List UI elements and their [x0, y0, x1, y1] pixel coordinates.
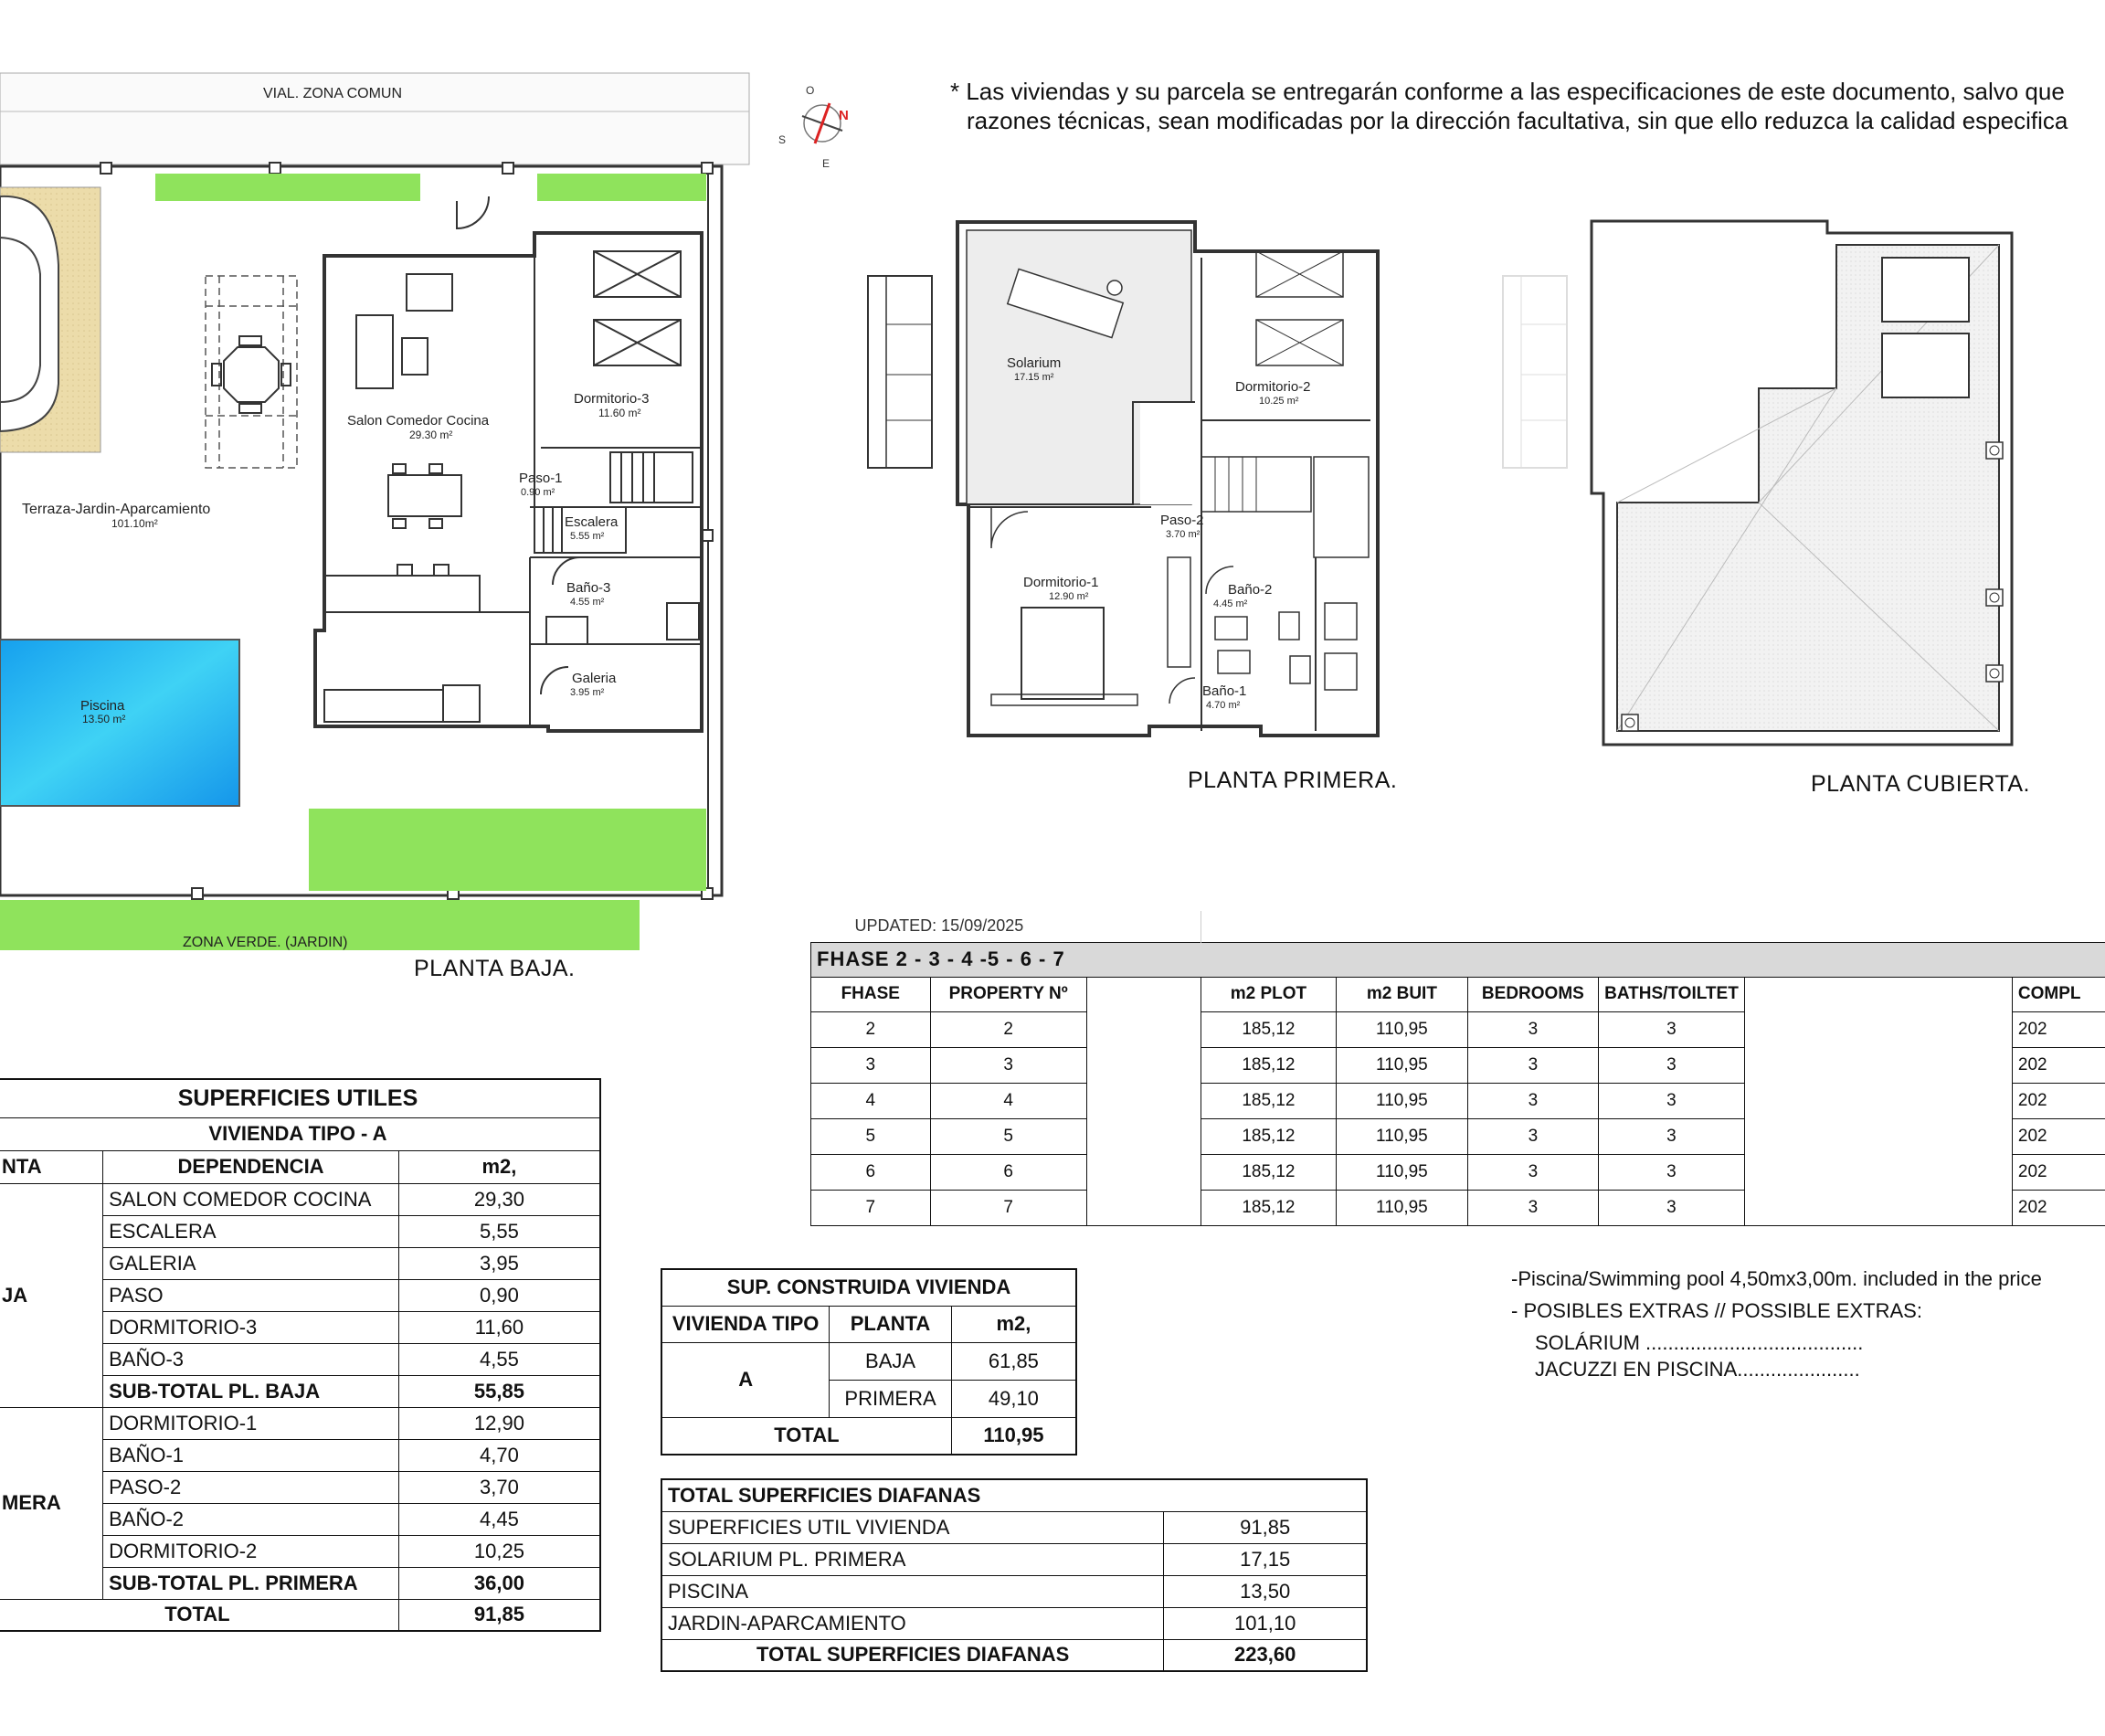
subtotal-primera-value: 36,00	[398, 1567, 600, 1599]
car-icon	[0, 196, 58, 431]
diafanas-label-cell: SOLARIUM PL. PRIMERA	[661, 1543, 1164, 1575]
table-row	[811, 1083, 2105, 1118]
room-piscina-area: 13.50 m²	[82, 713, 126, 725]
dependencia-cell: BAÑO-3	[103, 1343, 399, 1375]
diafanas-label-cell: SUPERFICIES UTIL VIVIENDA	[661, 1511, 1164, 1543]
dependencia-cell: DORMITORIO-1	[103, 1407, 399, 1439]
room-dormitorio1-name: Dormitorio-1	[1023, 575, 1099, 590]
construida-table	[661, 1268, 1077, 1455]
m2-cell: 4,70	[398, 1439, 600, 1471]
m2-cell: 12,90	[398, 1407, 600, 1439]
dependencia-cell: DORMITORIO-3	[103, 1311, 399, 1343]
table-row	[811, 1154, 2105, 1190]
compass-icon	[778, 84, 849, 170]
diafanas-table	[661, 1478, 1368, 1672]
extra-jacuzzi: JACUZZI EN PISCINA......................	[1535, 1358, 1860, 1381]
phase-cell: 3	[811, 1047, 931, 1083]
room-dormitorio3-name: Dormitorio-3	[574, 391, 650, 407]
table-row	[811, 1047, 2105, 1083]
m2-cell: 61,85	[951, 1342, 1076, 1380]
phases-header-baths: BATHS/TOILTET	[1599, 977, 1745, 1011]
property-cell: 3	[930, 1047, 1086, 1083]
construida-header-planta: PLANTA	[830, 1306, 952, 1342]
superficies-title: SUPERFICIES UTILES	[0, 1079, 600, 1117]
diafanas-label-cell: PISCINA	[661, 1575, 1164, 1607]
plot-cell: 185,12	[1201, 1083, 1337, 1118]
room-bano2-name: Baño-2	[1228, 582, 1273, 598]
superficies-subtitle: VIVIENDA TIPO - A	[0, 1117, 600, 1150]
m2-cell: 4,45	[398, 1503, 600, 1535]
table-row	[0, 1407, 600, 1439]
room-salon-name: Salon Comedor Cocina	[347, 413, 490, 429]
dependencia-cell: BAÑO-1	[103, 1439, 399, 1471]
phases-header-fhase: FHASE	[811, 977, 931, 1011]
bedrooms-cell: 3	[1467, 1118, 1598, 1154]
table-row	[661, 1607, 1367, 1639]
room-paso2-name: Paso-2	[1160, 513, 1204, 528]
dependencia-cell: SALON COMEDOR COCINA	[103, 1183, 399, 1215]
diafanas-label-cell: JARDIN-APARCAMIENTO	[661, 1607, 1164, 1639]
bedrooms-cell: 3	[1467, 1154, 1598, 1190]
room-bano3-name: Baño-3	[566, 580, 611, 596]
m2-cell: 11,60	[398, 1311, 600, 1343]
phases-header-compl: COMPL	[2012, 977, 2105, 1011]
room-dormitorio3-area: 11.60 m²	[598, 407, 641, 419]
dependencia-cell: DORMITORIO-2	[103, 1535, 399, 1567]
property-cell: 6	[930, 1154, 1086, 1190]
diafanas-value-cell: 13,50	[1164, 1575, 1367, 1607]
planta-cell: PRIMERA	[830, 1380, 952, 1417]
subtotal-baja-label: SUB-TOTAL PL. BAJA	[103, 1375, 399, 1407]
diafanas-total-value: 223,60	[1164, 1639, 1367, 1671]
bedrooms-cell: 3	[1467, 1047, 1598, 1083]
room-dormitorio1-area: 12.90 m²	[1049, 591, 1089, 602]
room-galeria-area: 3.95 m²	[570, 687, 605, 698]
phase-cell: 5	[811, 1118, 931, 1154]
dependencia-cell: GALERIA	[103, 1247, 399, 1279]
construida-header-m2: m2,	[951, 1306, 1076, 1342]
baths-cell: 3	[1599, 1011, 1745, 1047]
property-cell: 4	[930, 1083, 1086, 1118]
subtotal-baja-value: 55,85	[398, 1375, 600, 1407]
baths-cell: 3	[1599, 1047, 1745, 1083]
construida-header-tipo: VIVIENDA TIPO	[661, 1306, 830, 1342]
construida-total-label: TOTAL	[661, 1417, 951, 1455]
phases-table	[810, 911, 2105, 1226]
diafanas-value-cell: 101,10	[1164, 1607, 1367, 1639]
superficies-header-dependencia: DEPENDENCIA	[103, 1150, 399, 1183]
compl-cell: 202	[2012, 1190, 2105, 1225]
phase-cell: 7	[811, 1190, 931, 1225]
m2-cell: 29,30	[398, 1183, 600, 1215]
dependencia-cell: PASO	[103, 1279, 399, 1311]
table-row	[661, 1575, 1367, 1607]
diafanas-total-label: TOTAL SUPERFICIES DIAFANAS	[661, 1639, 1164, 1671]
room-galeria-name: Galeria	[572, 671, 617, 686]
room-dormitorio2-area: 10.25 m²	[1259, 396, 1299, 407]
extra-solarium: SOLÁRIUM .......................................	[1535, 1331, 1864, 1354]
phases-header-plot: m2 PLOT	[1201, 977, 1337, 1011]
compl-cell: 202	[2012, 1047, 2105, 1083]
built-cell: 110,95	[1337, 1190, 1467, 1225]
phase-cell: 4	[811, 1083, 931, 1118]
baths-cell: 3	[1599, 1154, 1745, 1190]
compass-n: N	[839, 108, 849, 123]
room-piscina-name: Piscina	[80, 698, 125, 714]
first-floor-plan	[868, 222, 1378, 736]
disclaimer-line-1: * Las viviendas y su parcela se entregarán conforme a las especificaciones de este documento, salvo que	[950, 78, 2065, 105]
room-salon-area: 29.30 m²	[409, 429, 453, 441]
phases-header-built: m2 BUIT	[1337, 977, 1467, 1011]
extras-title: - POSIBLES EXTRAS // POSSIBLE EXTRAS:	[1511, 1299, 1922, 1322]
diafanas-title: TOTAL SUPERFICIES DIAFANAS	[661, 1479, 1367, 1511]
table-row	[811, 1118, 2105, 1154]
room-bano3-area: 4.55 m²	[570, 597, 605, 608]
subtotal-primera-label: SUB-TOTAL PL. PRIMERA	[103, 1567, 399, 1599]
room-paso2-area: 3.70 m²	[1166, 529, 1201, 540]
plot-cell: 185,12	[1201, 1154, 1337, 1190]
room-terraza-name: Terraza-Jardin-Aparcamiento	[22, 502, 211, 517]
phases-title: FHASE 2 - 3 - 4 -5 - 6 - 7	[811, 942, 2105, 977]
compass-o: O	[806, 84, 815, 97]
room-terraza-area: 101.10m²	[111, 517, 158, 530]
m2-cell: 5,55	[398, 1215, 600, 1247]
property-cell: 2	[930, 1011, 1086, 1047]
table-row	[811, 1011, 2105, 1047]
compl-cell: 202	[2012, 1011, 2105, 1047]
ground-floor-title: PLANTA BAJA.	[414, 956, 576, 981]
table-row	[0, 1183, 600, 1215]
table-row	[661, 1543, 1367, 1575]
bedrooms-cell: 3	[1467, 1190, 1598, 1225]
m2-cell: 0,90	[398, 1279, 600, 1311]
room-paso1-name: Paso-1	[519, 471, 563, 486]
room-solarium-name: Solarium	[1007, 355, 1062, 371]
baths-cell: 3	[1599, 1190, 1745, 1225]
m2-cell: 10,25	[398, 1535, 600, 1567]
outdoor-table-icon	[212, 336, 291, 413]
room-escalera-name: Escalera	[565, 514, 619, 530]
disclaimer-line-2: razones técnicas, sean modificadas por la dirección facultativa, sin que ello reduzca la calidad especifica	[967, 107, 2068, 134]
room-bano1-area: 4.70 m²	[1206, 700, 1241, 711]
plot-cell: 185,12	[1201, 1011, 1337, 1047]
m2-cell: 3,70	[398, 1471, 600, 1503]
diafanas-value-cell: 17,15	[1164, 1543, 1367, 1575]
room-bano1-name: Baño-1	[1202, 683, 1247, 699]
compl-cell: 202	[2012, 1083, 2105, 1118]
dependencia-cell: ESCALERA	[103, 1215, 399, 1247]
group-primera-label: MERA	[0, 1407, 103, 1599]
dependencia-cell: BAÑO-2	[103, 1503, 399, 1535]
road-label: VIAL. ZONA COMUN	[263, 86, 403, 101]
phases-updated: UPDATED: 15/09/2025	[854, 916, 1024, 936]
plot-cell: 185,12	[1201, 1118, 1337, 1154]
phases-header-property: PROPERTY Nº	[930, 977, 1086, 1011]
room-solarium-area: 17.15 m²	[1014, 372, 1054, 383]
compl-cell: 202	[2012, 1154, 2105, 1190]
built-cell: 110,95	[1337, 1047, 1467, 1083]
built-cell: 110,95	[1337, 1011, 1467, 1047]
roof-plan	[1503, 221, 2012, 745]
superficies-total-label: TOTAL	[0, 1599, 398, 1631]
superficies-total-value: 91,85	[398, 1599, 600, 1631]
superficies-header-m2: m2,	[398, 1150, 600, 1183]
room-dormitorio2-name: Dormitorio-2	[1235, 379, 1311, 395]
built-cell: 110,95	[1337, 1083, 1467, 1118]
phase-cell: 6	[811, 1154, 931, 1190]
built-cell: 110,95	[1337, 1154, 1467, 1190]
baths-cell: 3	[1599, 1118, 1745, 1154]
construida-tipo-value: A	[661, 1342, 830, 1417]
m2-cell: 49,10	[951, 1380, 1076, 1417]
phase-cell: 2	[811, 1011, 931, 1047]
green-zone-label: ZONA VERDE. (JARDIN)	[183, 935, 348, 950]
bedrooms-cell: 3	[1467, 1011, 1598, 1047]
table-row	[661, 1511, 1367, 1543]
construida-title: SUP. CONSTRUIDA VIVIENDA	[661, 1269, 1076, 1306]
compass-s: S	[778, 133, 787, 146]
superficies-utiles-table	[0, 1078, 601, 1632]
table-row	[811, 1190, 2105, 1225]
room-bano2-area: 4.45 m²	[1213, 598, 1248, 609]
compl-cell: 202	[2012, 1118, 2105, 1154]
ground-floor-plan	[0, 73, 749, 950]
first-floor-title: PLANTA PRIMERA.	[1188, 767, 1398, 793]
construida-total-value: 110,95	[951, 1417, 1076, 1455]
planta-cell: BAJA	[830, 1342, 952, 1380]
baths-cell: 3	[1599, 1083, 1745, 1118]
diafanas-value-cell: 91,85	[1164, 1511, 1367, 1543]
superficies-header-planta: NTA	[0, 1150, 103, 1183]
m2-cell: 4,55	[398, 1343, 600, 1375]
dependencia-cell: PASO-2	[103, 1471, 399, 1503]
property-cell: 5	[930, 1118, 1086, 1154]
pool-included-note: -Piscina/Swimming pool 4,50mx3,00m. included in the price	[1511, 1267, 2042, 1290]
room-paso1-area: 0.90 m²	[521, 487, 555, 498]
built-cell: 110,95	[1337, 1118, 1467, 1154]
room-escalera-area: 5.55 m²	[570, 531, 605, 542]
m2-cell: 3,95	[398, 1247, 600, 1279]
roof-title: PLANTA CUBIERTA.	[1811, 771, 2031, 797]
bedrooms-cell: 3	[1467, 1083, 1598, 1118]
extras-block	[1511, 1263, 2042, 1385]
property-cell: 7	[930, 1190, 1086, 1225]
group-baja-label: JA	[0, 1183, 103, 1407]
table-row	[661, 1342, 1076, 1380]
plot-cell: 185,12	[1201, 1047, 1337, 1083]
plot-cell: 185,12	[1201, 1190, 1337, 1225]
phases-header-bedrooms: BEDROOMS	[1467, 977, 1598, 1011]
compass-e: E	[822, 157, 830, 170]
